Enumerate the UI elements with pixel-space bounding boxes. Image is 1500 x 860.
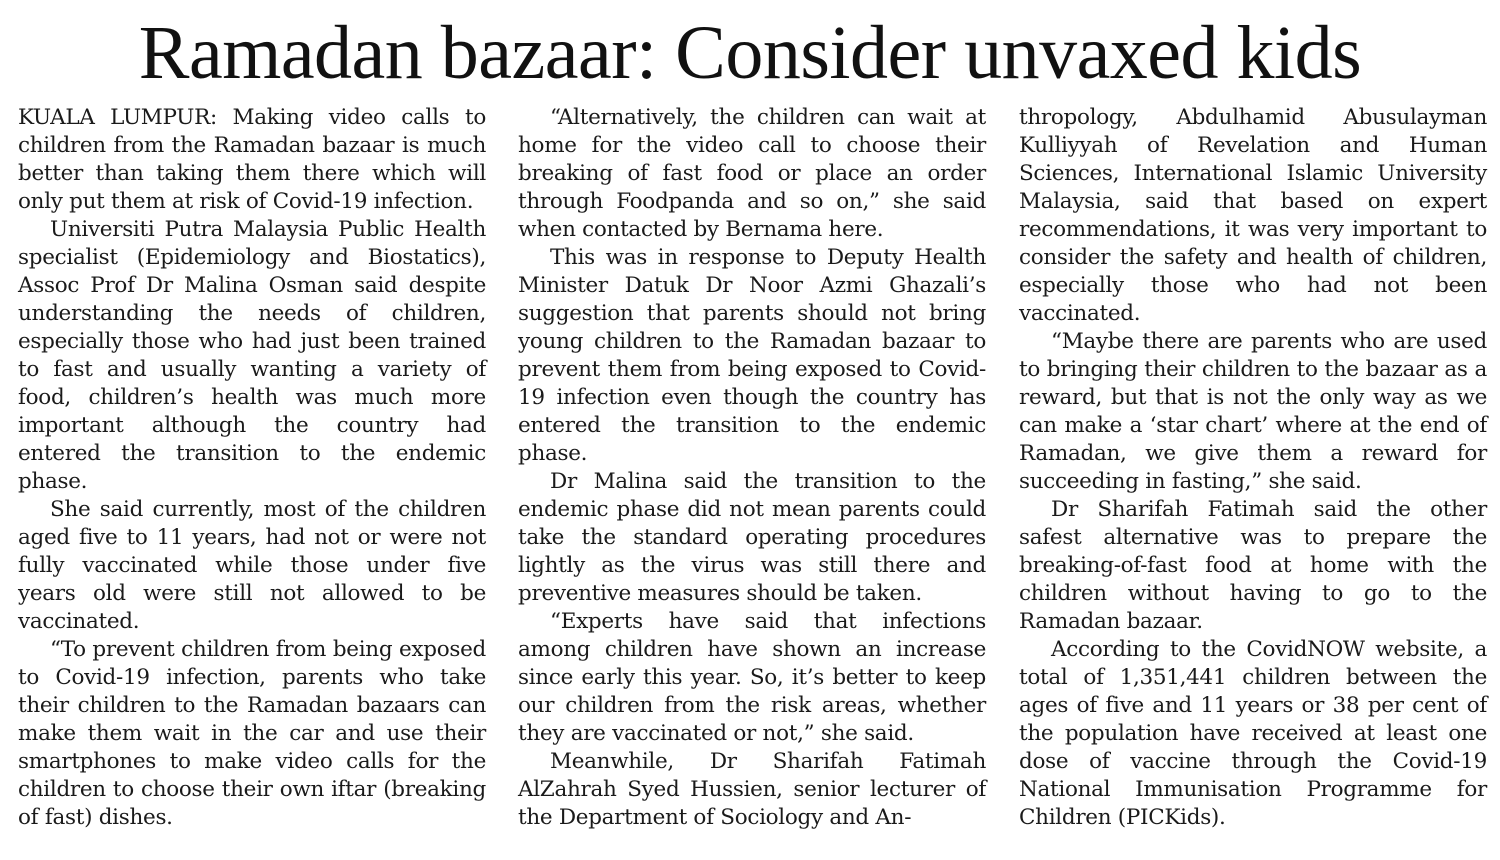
paragraph: Meanwhile, Dr Sharifah Fatimah AlZahrah Syed Hussien, senior lecturer of the Department of Sociology and An- xyxy=(518,749,986,830)
paragraph: This was in response to Deputy Health Minister Datuk Dr Noor Azmi Ghazali’s suggestion that parents should not bring young children to the Ramadan bazaar to prevent them from being exposed to Covid-19 infection even though the country has entered the transition to the endemic phase. xyxy=(518,245,986,466)
paragraph: thropology, Abdulhamid Abusulayman Kulliyyah of Revelation and Human Sciences, International Islamic University Malaysia, said that based on expert recommendations, it was very important to consider the safety and health of children, especially those who had not been vaccinated. xyxy=(1019,105,1487,326)
paragraph: KUALA LUMPUR: Making video calls to children from the Ramadan bazaar is much better than taking them there which will only put them at risk of Covid-19 infection. xyxy=(18,105,486,214)
paragraph: Dr Sharifah Fatimah said the other safest alternative was to prepare the breaking-of-fast food at home with the children without having to go to the Ramadan bazaar. xyxy=(1019,497,1487,634)
column-1 xyxy=(18,104,486,832)
paragraph: “To prevent children from being exposed to Covid-19 infection, parents who take their children to the Ramadan bazaars can make them wait in the car and use their smartphones to make video calls for the children to choose their own iftar (breaking of fast) dishes. xyxy=(18,637,486,830)
paragraph: Universiti Putra Malaysia Public Health specialist (Epidemiology and Biostatics), Assoc Prof Dr Malina Osman said despite understanding the needs of children, especially those who had just been trained to fast and usually wanting a variety of food, children’s health was much more important although the country had entered the transition to the endemic phase. xyxy=(18,217,486,494)
paragraph: Dr Malina said the transition to the endemic phase did not mean parents could take the standard operating procedures lightly as the virus was still there and preventive measures should be taken. xyxy=(518,469,986,606)
column-3 xyxy=(1019,104,1487,832)
paragraph: She said currently, most of the children aged five to 11 years, had not or were not fully vaccinated while those under five years old were still not allowed to be vaccinated. xyxy=(18,497,486,634)
paragraph: “Alternatively, the children can wait at home for the video call to choose their breaking of fast food or place an order through Foodpanda and so on,” she said when contacted by Bernama here. xyxy=(518,105,986,242)
paragraph: According to the CovidNOW website, a total of 1,351,441 children between the ages of five and 11 years or 38 per cent of the population have received at least one dose of vaccine through the Covid-19 National Immunisation Programme for Children (PICKids). xyxy=(1019,637,1487,830)
article-body xyxy=(18,104,1488,844)
paragraph: “Maybe there are parents who are used to bringing their children to the bazaar as a reward, but that is not the only way as we can make a ‘star chart’ where at the end of Ramadan, we give them a reward for succeeding in fasting,” she said. xyxy=(1019,329,1487,494)
paragraph: “Experts have said that infections among children have shown an increase since early this year. So, it’s better to keep our children from the risk areas, whether they are vaccinated or not,” she said. xyxy=(518,609,986,746)
headline: Ramadan bazaar: Consider unvaxed kids xyxy=(138,11,1362,95)
column-2 xyxy=(518,104,986,832)
